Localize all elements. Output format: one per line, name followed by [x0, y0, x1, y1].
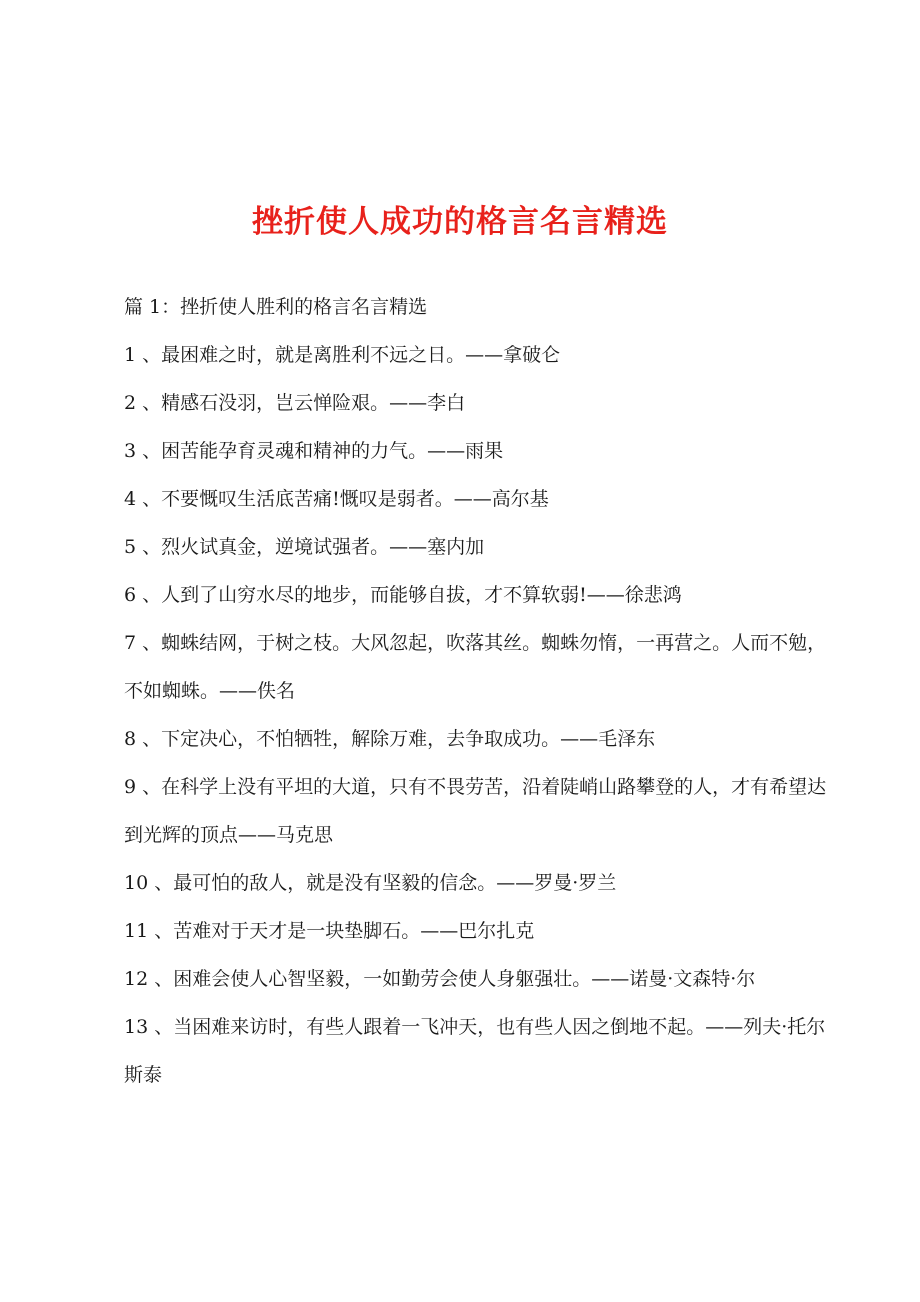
quote-line-4: 4 、不要慨叹生活底苦痛!慨叹是弱者。——高尔基 — [124, 488, 549, 510]
document-body — [124, 283, 834, 1099]
section-heading: 篇 1：挫折使人胜利的格言名言精选 — [124, 296, 428, 318]
quote-line-9: 9 、在科学上没有平坦的大道，只有不畏劳苦，沿着陡峭山路攀登的人，才有希望达到光辉的顶点——马克思 — [124, 776, 827, 846]
quote-line-1: 1 、最困难之时，就是离胜利不远之日。——拿破仑 — [124, 344, 561, 366]
quote-line-8: 8 、下定决心，不怕牺牲，解除万难，去争取成功。——毛泽东 — [124, 728, 656, 750]
quote-line-6: 6 、人到了山穷水尽的地步，而能够自拔，才不算软弱!——徐悲鸿 — [124, 584, 682, 606]
quote-line-7: 7 、蜘蛛结网，于树之枝。大风忽起，吹落其丝。蜘蛛勿惰，一再营之。人而不勉，不如蜘蛛。——佚名 — [124, 632, 827, 702]
quote-line-11: 11 、苦难对于天才是一块垫脚石。——巴尔扎克 — [124, 920, 535, 942]
quote-line-3: 3 、困苦能孕育灵魂和精神的力气。——雨果 — [124, 440, 504, 462]
quote-line-5: 5 、烈火试真金，逆境试强者。——塞内加 — [124, 536, 485, 558]
quote-line-13: 13 、当困难来访时，有些人跟着一飞冲天，也有些人因之倒地不起。——列夫·托尔斯泰 — [124, 1016, 826, 1086]
quote-line-10: 10 、最可怕的敌人，就是没有坚毅的信念。——罗曼·罗兰 — [124, 872, 617, 894]
page-title: 挫折使人成功的格言名言精选 — [252, 204, 668, 240]
quote-line-12: 12 、困难会使人心智坚毅，一如勤劳会使人身躯强壮。——诺曼·文森特·尔 — [124, 968, 756, 990]
quote-line-2: 2 、精感石没羽，岂云惮险艰。——李白 — [124, 392, 466, 414]
